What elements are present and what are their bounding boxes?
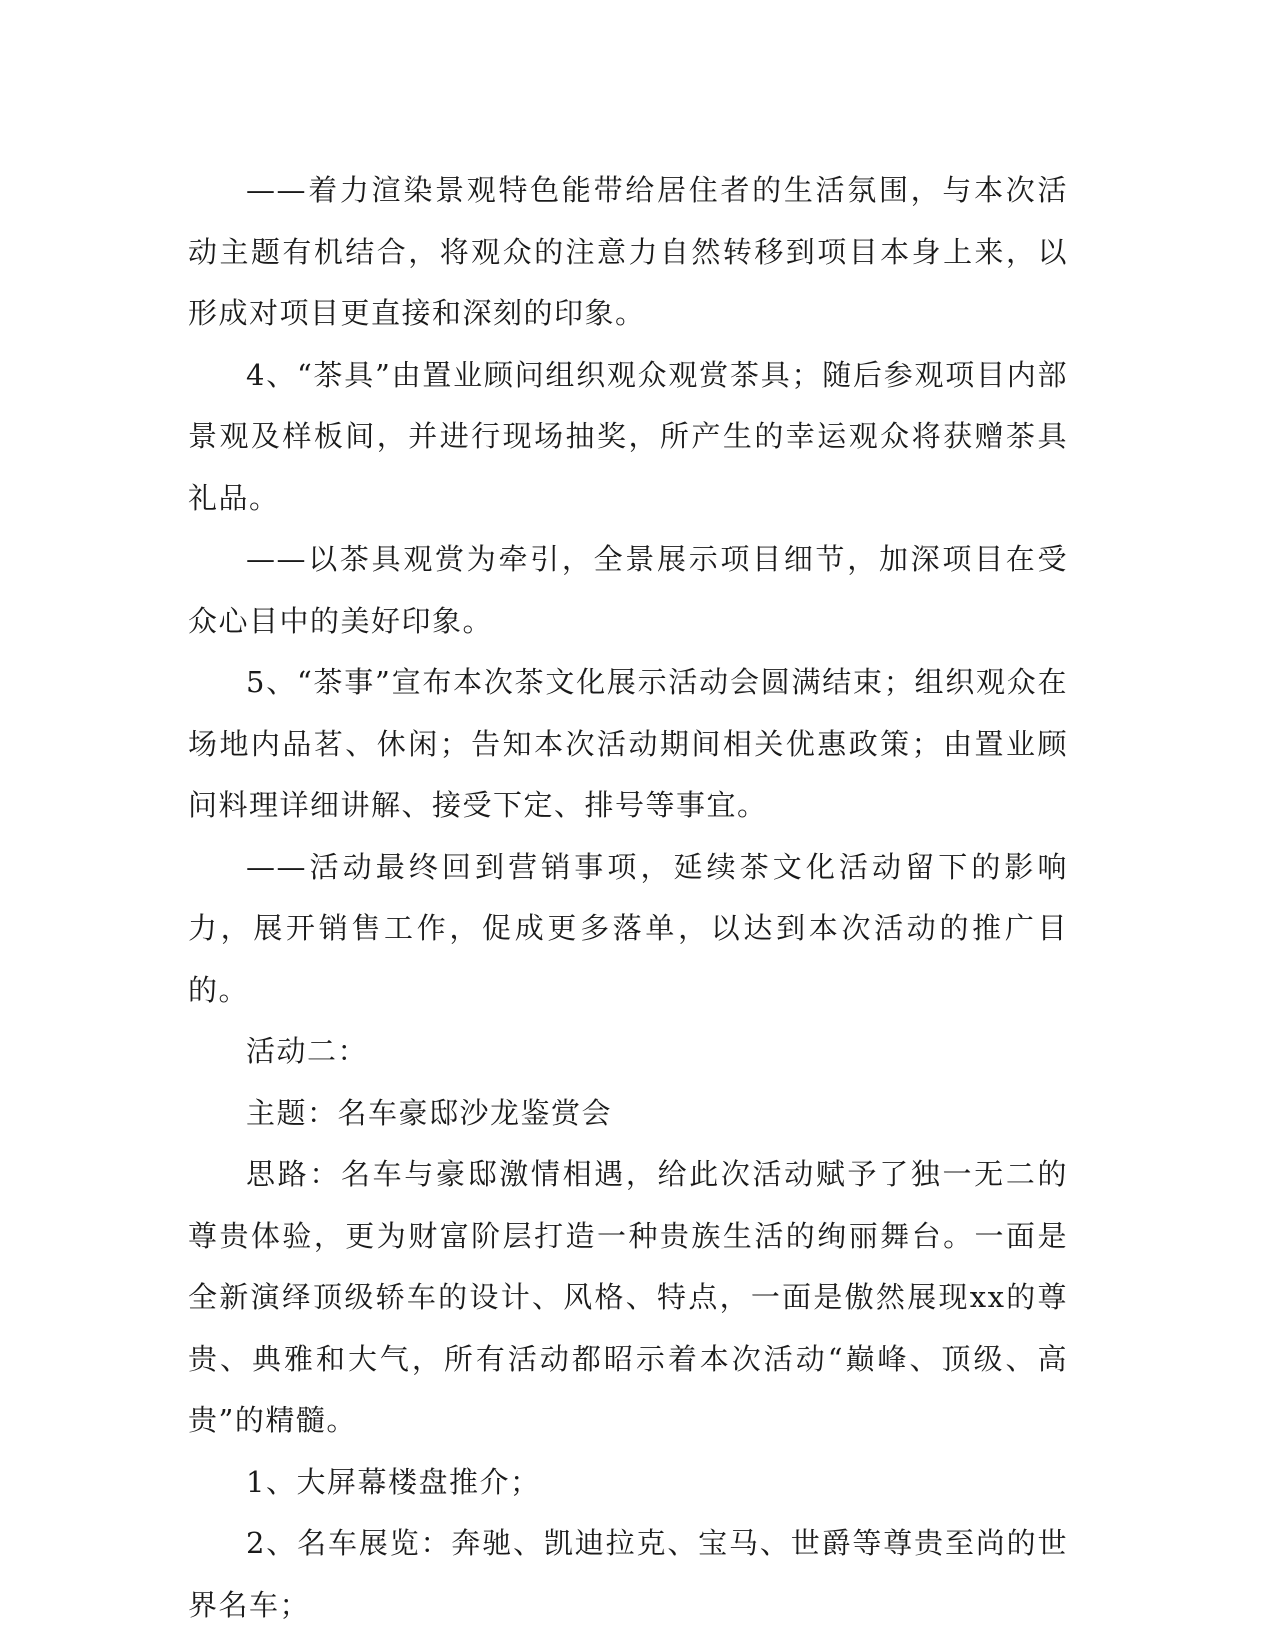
list-item-big-screen: 1、大屏幕楼盘推介； [246, 1464, 541, 1499]
paragraph-landscape-note: ——着力渲染景观特色能带给居住者的生活氛围，与本次活动主题有机结合，将观众的注意力自然转移到项目本身上来，以形成对项目更直接和深刻的印象。 [188, 173, 1068, 330]
paragraph-step-4-teaware: 4、“茶具”由置业顾问组织观众观赏茶具；随后参观项目内部景观及样板间，并进行现场抽奖，所产生的幸运观众将获赠茶具礼品。 [188, 357, 1068, 515]
document-body [188, 160, 1068, 1636]
paragraph-step-5-tea-affairs: 5、“茶事”宣布本次茶文化展示活动会圆满结束；组织观众在场地内品茗、休闲；告知本次活动期间相关优惠政策；由置业顾问料理详细讲解、接受下定、排号等事宜。 [188, 665, 1068, 822]
list-item-car-exhibition: 2、名车展览：奔驰、凯迪拉克、宝马、世爵等尊贵至尚的世界名车； [188, 1526, 1068, 1622]
paragraph-teaware-note: ——以茶具观赏为牵引，全景展示项目细节，加深项目在受众心目中的美好印象。 [188, 542, 1068, 638]
paragraph-theme: 主题：名车豪邸沙龙鉴赏会 [246, 1095, 613, 1130]
paragraph-concept: 思路：名车与豪邸激情相遇，给此次活动赋予了独一无二的尊贵体验，更为财富阶层打造一种贵族生活的绚丽舞台。一面是全新演绎顶级轿车的设计、风格、特点，一面是傲然展现xx的尊贵、典雅和大气，所有活动都昭示着本次活动“巅峰、顶级、高贵”的精髓。 [188, 1157, 1068, 1437]
section-heading-activity-two: 活动二： [246, 1034, 369, 1068]
paragraph-marketing-note: ——活动最终回到营销事项，延续茶文化活动留下的影响力，展开销售工作，促成更多落单，以达到本次活动的推广目的。 [188, 849, 1068, 1007]
